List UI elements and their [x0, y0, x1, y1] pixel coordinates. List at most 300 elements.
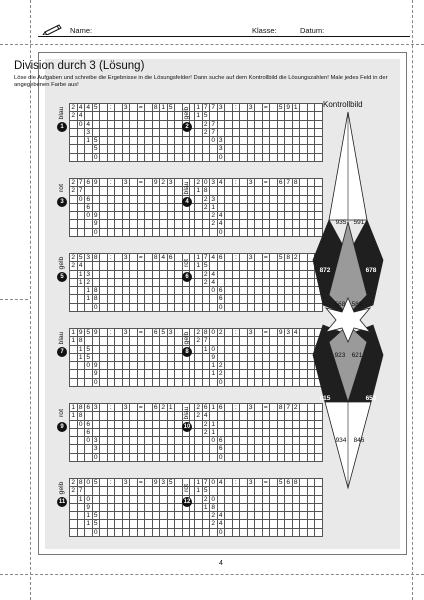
grid-cell [263, 412, 271, 420]
grid-cell [85, 154, 93, 162]
grid-cell [100, 512, 108, 520]
grid-cell [285, 295, 293, 303]
grid-cell [278, 121, 286, 129]
grid-cell [138, 187, 146, 195]
grid-cell [100, 454, 108, 462]
grid-cell [218, 504, 226, 512]
grid-cell: 4 [203, 412, 211, 420]
grid-cell [285, 196, 293, 204]
grid-cell [225, 370, 233, 378]
grid-cell [138, 287, 146, 295]
grid-cell: 1 [203, 346, 211, 354]
grid-cell [255, 229, 263, 237]
grid-cell: 0 [203, 179, 211, 187]
grid-cell [115, 104, 123, 112]
grid-cell [100, 129, 108, 137]
grid-cell [195, 504, 203, 512]
grid-cell [218, 129, 226, 137]
grid-cell [85, 262, 93, 270]
grid-cell [270, 370, 278, 378]
grid-cell [145, 112, 153, 120]
grid-cell: 4 [218, 479, 226, 487]
grid-cell [203, 512, 211, 520]
grid-cell [160, 204, 168, 212]
grid-cell [203, 220, 211, 228]
grid-cell [270, 487, 278, 495]
grid-cell [153, 421, 161, 429]
grid-cell [145, 187, 153, 195]
grid-cell [70, 354, 78, 362]
grid-cell [93, 354, 101, 362]
grid-cell [78, 220, 86, 228]
grid-cell [115, 496, 123, 504]
grid-cell: 2 [203, 429, 211, 437]
grid-cell [203, 212, 211, 220]
grid-cell [115, 445, 123, 453]
grid-cell [123, 137, 131, 145]
grid-cell [168, 187, 176, 195]
grid-cell: 9 [153, 479, 161, 487]
grid-cell [218, 262, 226, 270]
grid-cell [240, 145, 248, 153]
grid-cell [108, 429, 116, 437]
grid-cell [240, 154, 248, 162]
grid-cell [270, 204, 278, 212]
grid-cell [278, 454, 286, 462]
grid-cell [78, 520, 86, 528]
grid-cell [285, 337, 293, 345]
grid-cell [130, 479, 138, 487]
grid-cell [263, 295, 271, 303]
grid-cell [130, 512, 138, 520]
grid-cell [160, 337, 168, 345]
grid-cell [153, 454, 161, 462]
grid-cell [293, 520, 301, 528]
grid-cell [263, 362, 271, 370]
grid-cell [175, 520, 183, 528]
grid-cell [78, 445, 86, 453]
grid-cell: 8 [93, 295, 101, 303]
grid-cell [115, 287, 123, 295]
grid-cell [293, 529, 301, 537]
grid-cell: 7 [210, 104, 218, 112]
grid-cell: 5 [203, 262, 211, 270]
page-number: 4 [219, 560, 223, 567]
grid-cell: 0 [218, 229, 226, 237]
grid-cell [248, 529, 256, 537]
grid-cell: : [233, 404, 241, 412]
task-color: blau [58, 331, 65, 345]
grid-cell [285, 129, 293, 137]
task-label [57, 104, 67, 132]
grid-cell [248, 145, 256, 153]
grid-cell [240, 412, 248, 420]
grid-cell [240, 404, 248, 412]
grid-cell [115, 337, 123, 345]
grid-cell: 7 [78, 179, 86, 187]
grid-cell [108, 437, 116, 445]
grid-cell [108, 220, 116, 228]
grid-cell [210, 112, 218, 120]
grid-cell [168, 445, 176, 453]
grid-cell [153, 496, 161, 504]
grid-cell [263, 512, 271, 520]
grid-cell [240, 137, 248, 145]
grid-cell: 1 [78, 354, 86, 362]
grid-cell [108, 379, 116, 387]
grid-cell [218, 271, 226, 279]
grid-cell [168, 412, 176, 420]
grid-cell [263, 121, 271, 129]
grid-cell [145, 379, 153, 387]
grid-cell [225, 429, 233, 437]
grid-cell: 6 [153, 404, 161, 412]
number-678: 678 [365, 267, 377, 274]
grid-cell [278, 295, 286, 303]
grid-cell [195, 454, 203, 462]
grid-cell [293, 346, 301, 354]
grid-cell [138, 429, 146, 437]
grid-cell [145, 504, 153, 512]
grid-cell [108, 412, 116, 420]
grid-cell [138, 196, 146, 204]
grid-cell [138, 129, 146, 137]
grid-cell: 2 [70, 179, 78, 187]
grid-cell [123, 196, 131, 204]
grid-cell [240, 179, 248, 187]
grid-cell [93, 129, 101, 137]
grid-cell [160, 512, 168, 520]
grid-cell [270, 179, 278, 187]
grid-cell [248, 412, 256, 420]
grid-cell: = [138, 179, 146, 187]
grid-cell [195, 121, 203, 129]
grid-cell: 7 [285, 179, 293, 187]
task-number: 12 [183, 499, 191, 505]
grid-cell [255, 370, 263, 378]
grid-cell: 4 [218, 179, 226, 187]
grid-cell: 4 [218, 512, 226, 520]
grid-cell: 8 [153, 254, 161, 262]
grid-cell [100, 279, 108, 287]
grid-cell [285, 421, 293, 429]
grid-cell [293, 445, 301, 453]
task-number: 8 [182, 347, 192, 357]
grid-cell [285, 187, 293, 195]
grid-cell: 5 [85, 346, 93, 354]
grid-cell [285, 220, 293, 228]
grid-cell [138, 504, 146, 512]
grid-cell [225, 379, 233, 387]
grid-cell [248, 520, 256, 528]
header [38, 22, 410, 38]
grid-cell [255, 412, 263, 420]
grid-cell [270, 129, 278, 137]
grid-cell [233, 529, 241, 537]
grid-cell: 2 [85, 279, 93, 287]
task-number: 4 [182, 197, 192, 207]
grid-cell: 1 [195, 112, 203, 120]
grid-cell [100, 204, 108, 212]
grid-cell [263, 520, 271, 528]
grid-cell: 7 [203, 337, 211, 345]
grid-cell [225, 137, 233, 145]
grid-cell [153, 262, 161, 270]
grid-cell: 2 [160, 179, 168, 187]
grid-cell [263, 154, 271, 162]
grid-cell [183, 287, 191, 295]
grid-cell [233, 220, 241, 228]
grid-cell: 4 [160, 254, 168, 262]
grid-cell: 3 [248, 104, 256, 112]
grid-cell [168, 129, 176, 137]
grid-cell [183, 145, 191, 153]
task-label [57, 254, 67, 282]
grid-cell [183, 362, 191, 370]
grid-cell [138, 529, 146, 537]
grid-cell [85, 412, 93, 420]
grid-cell [115, 520, 123, 528]
grid-cell [85, 454, 93, 462]
grid-cell [218, 196, 226, 204]
grid-cell: = [138, 329, 146, 337]
grid-cell [233, 121, 241, 129]
grid-cell: 2 [70, 104, 78, 112]
grid-cell [285, 137, 293, 145]
grid-cell [255, 346, 263, 354]
grid-cell [85, 529, 93, 537]
grid-cell [153, 295, 161, 303]
grid-cell [285, 496, 293, 504]
grid-cell [240, 204, 248, 212]
number-591: 591 [353, 219, 365, 226]
number-815: 815 [319, 395, 331, 402]
grid-cell [210, 295, 218, 303]
grid-cell [153, 121, 161, 129]
grid-cell [175, 229, 183, 237]
grid-cell [168, 370, 176, 378]
grid-cell: 1 [195, 479, 203, 487]
grid-cell [195, 287, 203, 295]
grid-cell [270, 187, 278, 195]
grid-cell [270, 529, 278, 537]
grid-cell [115, 254, 123, 262]
grid-cell [168, 137, 176, 145]
grid-cell [160, 370, 168, 378]
grid-cell [225, 354, 233, 362]
grid-cell [225, 295, 233, 303]
grid-cell [195, 445, 203, 453]
grid-cell [123, 229, 131, 237]
grid-cell [278, 212, 286, 220]
grid-cell: 6 [218, 404, 226, 412]
grid-cell [100, 121, 108, 129]
grid-cell: 6 [278, 179, 286, 187]
grid-cell [210, 145, 218, 153]
grid-cell: 9 [285, 104, 293, 112]
grid-cell [285, 379, 293, 387]
grid-cell [293, 287, 301, 295]
grid-cell: 6 [218, 254, 226, 262]
grid-cell [285, 529, 293, 537]
grid-cell [285, 354, 293, 362]
grid-cell [100, 487, 108, 495]
grid-cell [70, 271, 78, 279]
grid-cell [225, 404, 233, 412]
grid-cell [108, 137, 116, 145]
grid-cell [130, 354, 138, 362]
grid-cell [248, 287, 256, 295]
grid-cell: 2 [203, 196, 211, 204]
grid-cell [70, 304, 78, 312]
grid-cell: 0 [210, 346, 218, 354]
grid-cell [85, 220, 93, 228]
grid-cell [210, 445, 218, 453]
grid-cell [70, 145, 78, 153]
grid-cell: 0 [78, 196, 86, 204]
grid-cell [70, 429, 78, 437]
task-color: blau [58, 106, 65, 120]
task-grid [69, 478, 198, 537]
grid-cell [300, 520, 308, 528]
grid-cell [285, 121, 293, 129]
grid-cell: 3 [160, 479, 168, 487]
grid-cell [123, 262, 131, 270]
grid-cell [233, 229, 241, 237]
task-color: gelb [58, 481, 65, 495]
grid-cell [210, 379, 218, 387]
grid-cell: 3 [85, 129, 93, 137]
grid-cell: = [263, 329, 271, 337]
grid-cell: 4 [218, 520, 226, 528]
grid-cell: 6 [218, 445, 226, 453]
grid-cell [270, 154, 278, 162]
grid-cell [85, 304, 93, 312]
grid-cell: 3 [248, 329, 256, 337]
grid-cell [145, 229, 153, 237]
grid-cell [195, 212, 203, 220]
grid-cell [93, 496, 101, 504]
grid-cell [138, 121, 146, 129]
grid-cell: 1 [210, 362, 218, 370]
grid-cell: 0 [85, 212, 93, 220]
grid-cell [255, 479, 263, 487]
grid-cell: : [108, 329, 116, 337]
grid-cell [278, 154, 286, 162]
grid-cell [153, 337, 161, 345]
grid-cell [70, 220, 78, 228]
grid-cell [175, 220, 183, 228]
grid-cell [70, 154, 78, 162]
grid-cell: : [108, 254, 116, 262]
grid-cell [315, 520, 323, 528]
grid-cell: 5 [168, 104, 176, 112]
grid-cell [278, 304, 286, 312]
grid-cell [248, 354, 256, 362]
grid-cell [115, 429, 123, 437]
grid-cell [293, 421, 301, 429]
grid-cell [293, 379, 301, 387]
header-underline [38, 36, 410, 37]
grid-cell: 4 [85, 104, 93, 112]
grid-cell [138, 304, 146, 312]
grid-cell [278, 504, 286, 512]
grid-cell [145, 412, 153, 420]
grid-cell [115, 129, 123, 137]
grid-cell [145, 220, 153, 228]
grid-cell: 3 [248, 479, 256, 487]
grid-cell [195, 421, 203, 429]
grid-cell [255, 337, 263, 345]
grid-cell: 1 [168, 404, 176, 412]
grid-cell [130, 487, 138, 495]
grid-cell [278, 487, 286, 495]
grid-cell [115, 421, 123, 429]
task-label [182, 254, 192, 282]
grid-cell: 6 [285, 479, 293, 487]
grid-cell [78, 154, 86, 162]
grid-cell [100, 404, 108, 412]
grid-cell [255, 379, 263, 387]
grid-cell [255, 212, 263, 220]
grid-cell [233, 437, 241, 445]
grid-cell [115, 145, 123, 153]
grid-cell [175, 137, 183, 145]
grid-cell [115, 370, 123, 378]
grid-cell [153, 204, 161, 212]
grid-cell [78, 287, 86, 295]
grid-cell [240, 295, 248, 303]
grid-cell [210, 412, 218, 420]
grid-cell [160, 212, 168, 220]
grid-cell [300, 512, 308, 520]
grid-cell [168, 145, 176, 153]
grid-cell: 3 [93, 404, 101, 412]
task-grid [69, 103, 198, 162]
grid-cell [100, 196, 108, 204]
grid-cell [100, 429, 108, 437]
grid-cell: 2 [218, 329, 226, 337]
grid-cell [270, 304, 278, 312]
grid-cell [93, 346, 101, 354]
number-846: 846 [353, 437, 365, 444]
grid-cell [160, 112, 168, 120]
grid-cell: : [108, 404, 116, 412]
cut-line-right [412, 0, 413, 600]
worksheet-title: Division durch 3 (Lösung) [14, 60, 145, 72]
grid-cell [278, 370, 286, 378]
grid-cell [270, 229, 278, 237]
grid-cell: = [263, 479, 271, 487]
grid-cell [123, 487, 131, 495]
grid-cell [93, 121, 101, 129]
task-number: 6 [182, 272, 192, 282]
grid-cell [160, 354, 168, 362]
grid-cell [160, 520, 168, 528]
grid-cell [278, 379, 286, 387]
grid-cell: 2 [70, 487, 78, 495]
grid-cell [248, 362, 256, 370]
grid-cell [270, 262, 278, 270]
grid-cell [100, 262, 108, 270]
grid-cell [123, 337, 131, 345]
grid-cell [248, 154, 256, 162]
grid-cell [70, 504, 78, 512]
grid-cell [248, 429, 256, 437]
grid-cell [115, 295, 123, 303]
grid-cell [263, 421, 271, 429]
grid-cell [153, 187, 161, 195]
